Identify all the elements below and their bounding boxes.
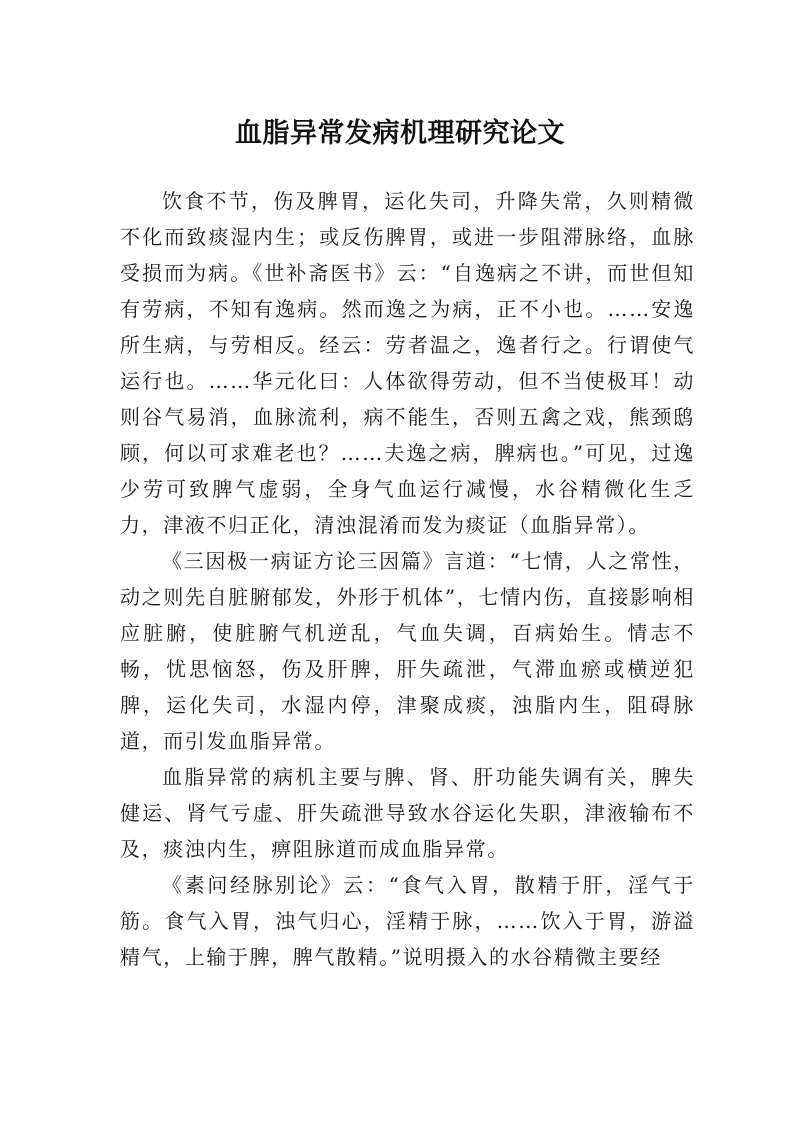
document-body	[120, 183, 695, 975]
document-title: 血脂异常发病机理研究论文	[235, 118, 565, 150]
paragraph-1: 饮食不节，伤及脾胃，运化失司，升降失常，久则精微不化而致痰湿内生；或反伤脾胃，或进一步阻滞脉络，血脉受损而为病。《世补斋医书》云：“自逸病之不讲，而世但知有劳病，不知有逸病。然而逸之为病，正不小也。……安逸所生病，与劳相反。经云：劳者温之，逸者行之。行谓使气运行也。……华元化曰：人体欲得劳动，但不当使极耳！动则谷气易消，血脉流利，病不能生，否则五禽之戏，熊颈鸱顾，何以可求难老也？……夫逸之病，脾病也。”可见，过逸少劳可致脾气虚弱，全身气血运行减慢，水谷精微化生乏力，津液不归正化，清浊混淆而发为痰证（血脂异常）。	[120, 189, 695, 537]
paragraph-4: 《素问经脉别论》云：“食气入胃，散精于肝，淫气于筋。食气入胃，浊气归心，淫精于脉，……饮入于胃，游溢精气，上输于脾，脾气散精。”说明摄入的水谷精微主要经	[120, 873, 695, 969]
paragraph-2: 《三因极一病证方论三因篇》言道：“七情，人之常性，动之则先自脏腑郁发，外形于机体”，七情内伤，直接影响相应脏腑，使脏腑气机逆乱，气血失调，百病始生。情志不畅，忧思恼怒，伤及肝脾，肝失疏泄，气滞血瘀或横逆犯脾，运化失司，水湿内停，津聚成痰，浊脂内生，阻碍脉道，而引发血脂异常。	[120, 549, 695, 753]
paragraph-3: 血脂异常的病机主要与脾、肾、肝功能失调有关，脾失健运、肾气亏虚、肝失疏泄导致水谷运化失职，津液输布不及，痰浊内生，痹阻脉道而成血脂异常。	[120, 765, 695, 861]
